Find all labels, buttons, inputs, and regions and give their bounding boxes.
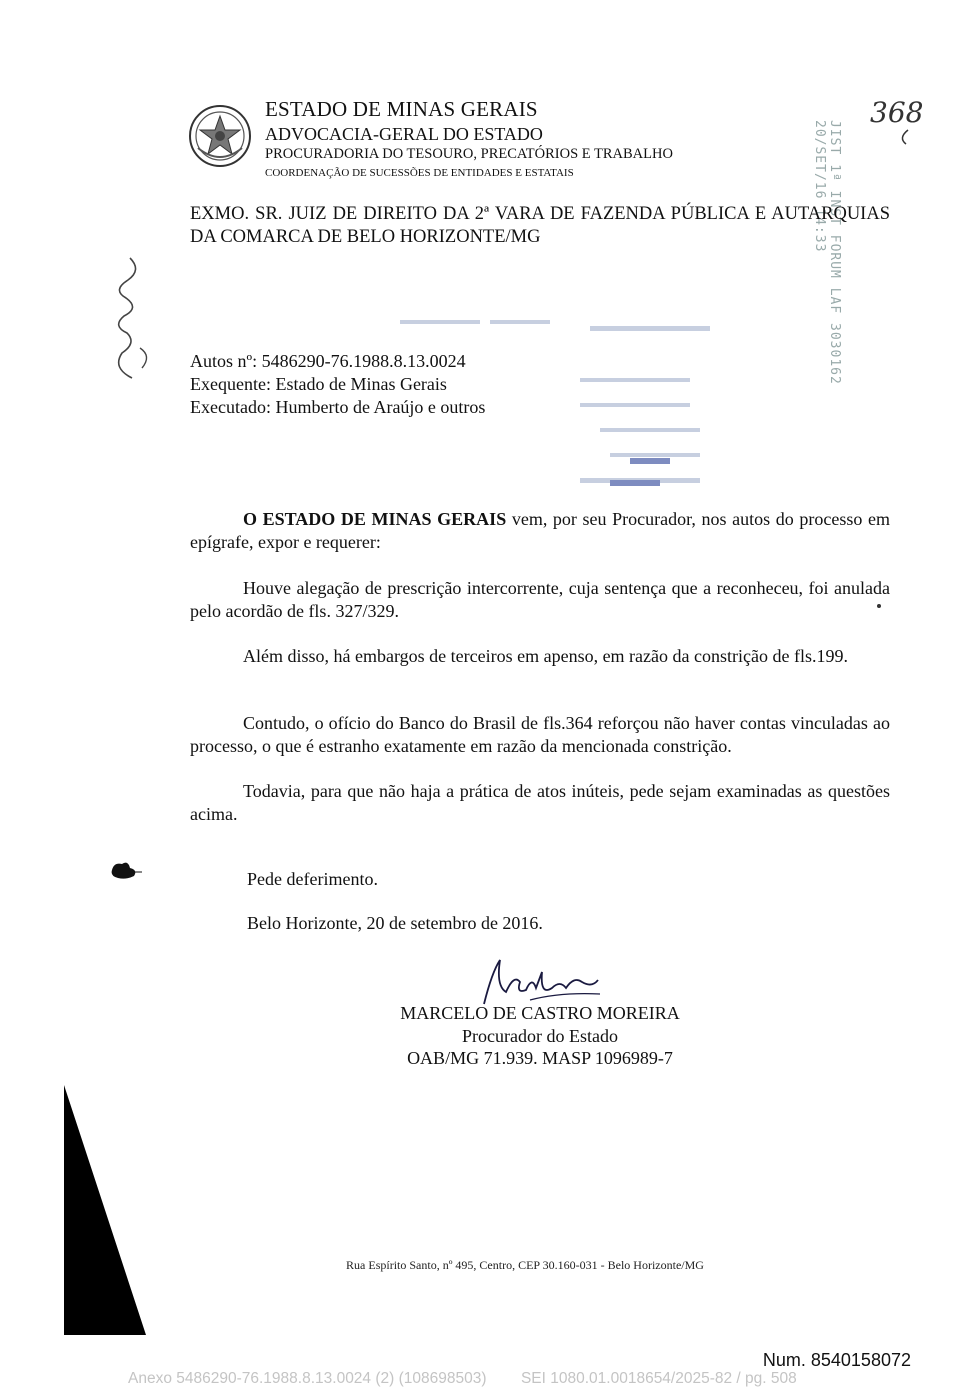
- paragraph-request: Todavia, para que não haja a prática de atos inúteis, pede sejam examinadas as questões acima.: [190, 781, 890, 824]
- case-exequente: Exequente: Estado de Minas Gerais: [190, 374, 447, 394]
- signatory-registration: OAB/MG 71.939. MASP 1096989-7: [407, 1048, 673, 1068]
- handwritten-page-number: [868, 88, 938, 148]
- addressee: EXMO. SR. JUIZ DE DIREITO DA 2ª VARA DE FAZENDA PÚBLICA E AUTARQUIAS DA COMARCA DE BELO HORIZONTE/MG: [190, 204, 890, 247]
- paragraph-bank-office: Contudo, o ofício do Banco do Brasil de fls.364 reforçou não haver contas vinculadas ao processo, o que é estranho exatamente em razão da mencionada constrição.: [190, 713, 890, 756]
- case-executado: Executado: Humberto de Araújo e outros: [190, 397, 486, 417]
- scan-artifact: [64, 1085, 146, 1335]
- case-number: Autos nº: 5486290-76.1988.8.13.0024: [190, 351, 466, 371]
- case-info: [190, 350, 485, 419]
- svg-text:368: 368: [870, 96, 924, 129]
- header-department: PROCURADORIA DO TESOURO, PRECATÓRIOS E TRABALHO: [265, 146, 673, 162]
- footer-address: Rua Espírito Santo, nº 495, Centro, CEP 30.160-031 - Belo Horizonte/MG: [346, 1258, 704, 1272]
- header-coordination: COORDENAÇÃO DE SUCESSÕES DE ENTIDADES E ESTATAIS: [265, 167, 574, 179]
- margin-handwriting: [102, 248, 162, 388]
- header-state-name: ESTADO DE MINAS GERAIS: [265, 97, 538, 121]
- closing-request: Pede deferimento.: [247, 869, 378, 889]
- place-and-date: Belo Horizonte, 20 de setembro de 2016.: [247, 913, 543, 933]
- ink-blot: [108, 858, 142, 880]
- header-agency: ADVOCACIA-GERAL DO ESTADO: [265, 124, 543, 144]
- paragraph-embargos: Além disso, há embargos de terceiros em apenso, em razão da constrição de fls.199.: [243, 646, 848, 666]
- signatory-name: MARCELO DE CASTRO MOREIRA: [400, 1003, 680, 1023]
- paragraph-prescription: Houve alegação de prescrição intercorrente, cuja sentença que a reconheceu, foi anulada pelo acordão de fls. 327/329.: [190, 578, 890, 621]
- state-seal-emblem: [188, 104, 252, 168]
- paragraph-intro: [190, 508, 890, 553]
- document-number: Num. 8540158072: [762, 1350, 911, 1370]
- signatory-title: Procurador do Estado: [462, 1025, 618, 1046]
- stray-mark: [877, 604, 881, 608]
- signature-block: [360, 1002, 720, 1070]
- paragraph-intro-text: vem, por seu Procurador, nos autos do processo em epígrafe, expor e requerer:: [190, 509, 890, 552]
- annex-reference: Anexo 5486290-76.1988.8.13.0024 (2) (108698503) SEI 1080.01.0018654/2025-82 / pg. 508: [128, 1370, 797, 1387]
- protocol-stamp: JIST 1ª INST FORUM LAF 3030162 20/SET/16 14:33: [812, 120, 842, 385]
- party-name-bold: O ESTADO DE MINAS GERAIS: [243, 509, 507, 529]
